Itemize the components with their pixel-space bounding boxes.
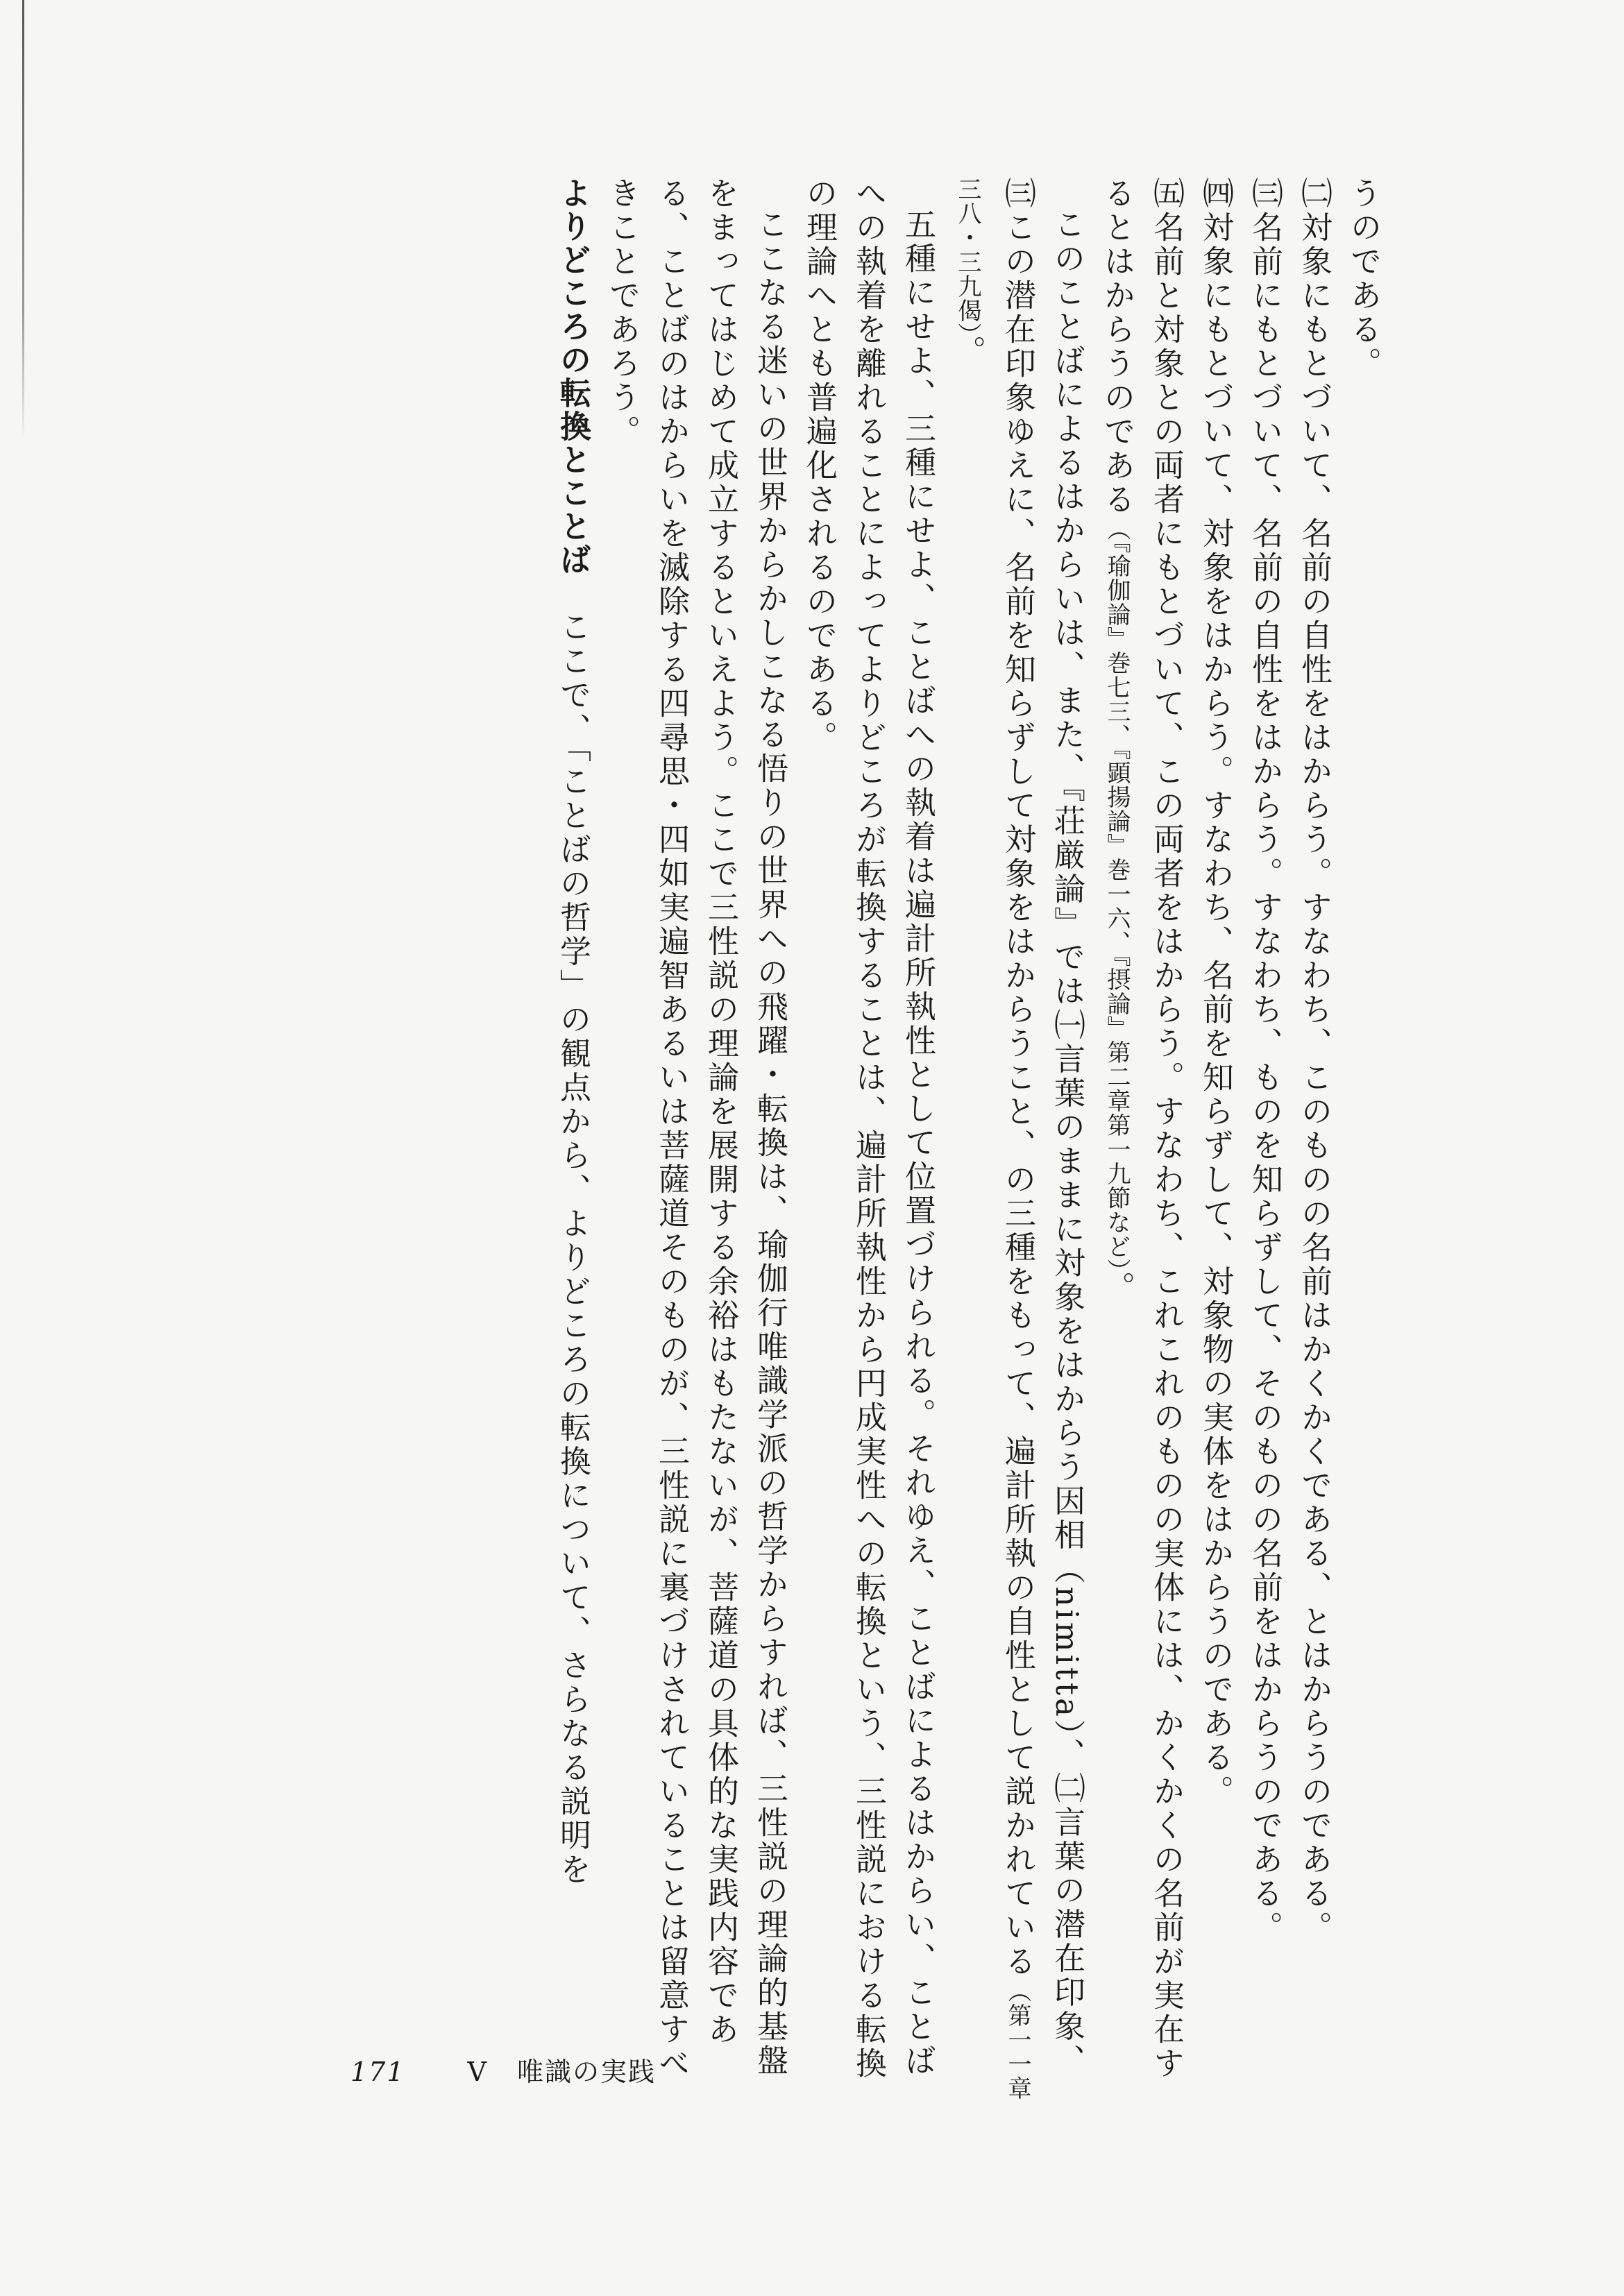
list-item-3: ㈢名前にもとづいて、名前の自性をはからう。すなわち、ものを知らずして、そのものの名前をはからうのである。 [1246,177,1283,1945]
section-paragraph-text: ここで、「ことばの哲学」の観点から、よりどころの転換について、さらなる説明を [555,611,591,1887]
section-heading: よりどころの転換とことば [555,177,591,577]
list-item-5-end: 。 [1099,1271,1135,1305]
paragraph-leap: ここなる迷いの世界からかしこなる悟りの世界への飛躍・転換は、瑜伽行唯識学派の哲学からすれば、三性説の理論的基盤をまってはじめて成立するといえよう。ここで三性説の理論を展開する余裕はもたないが、菩薩道の具体的な実践内容である、ことばのはからいを滅除する四尋思・四如実遍智あるいは菩薩道そのものが、三性説に裏づけされていることは留意すべきことであろう。 [604,177,788,2081]
paragraph-shogonron-end: 。 [949,335,986,369]
list-item-2: ㈡対象にもとづいて、名前の自性をはからう。すなわち、このものの名前はかくかくである、とはからうのである。 [1296,177,1333,1945]
paragraph-five-three: 五種にせよ、三種にせよ、ことばへの執着は遍計所執性として位置づけられる。それゆえ、ことばによるはからい、ことばへの執着を離れることによってよりどころが転換することは、遍計所執性から円成実性への転換という、三性説における転換の理論へとも普遍化されるのである。 [801,177,936,2081]
list-item-5 [1092,177,1191,2106]
section-paragraph [548,177,598,2106]
chapter-number: V [467,2057,488,2087]
paragraph-continuation: うのである。 [1345,177,1382,381]
chapter-title: 唯識の実践 [516,2057,656,2087]
list-item-4: ㈣対象にもとづいて、対象をはからう。すなわち、名前を知らずして、対象物の実体をはからうのである。 [1197,177,1234,1809]
body-text [49,177,1388,2106]
paragraph-shogonron-text: このことばによるはからいは、また、『荘厳論』では㈠言葉のままに対象をはからう因相（nimitta）、㈡言葉の潜在印象、㈢この潜在印象ゆえに、名前を知らずして対象をはからうこと、の三種をもって、遍計所執の自性として説かれている [999,177,1085,2078]
citation-note: （第一一章三八・三九偈） [954,177,1031,2100]
scan-binding-edge [22,0,24,444]
paragraph-shogonron [942,177,1092,2106]
list-item-5-text: ㈤名前と対象との両者にもとづいて、この両者をはからう。すなわち、これこれのものの実体には、かくかくの名前が実在するとはからうのである [1099,177,1185,2081]
page-number: 171 [350,2057,405,2087]
citation-note: （『瑜伽論』巻七三、『顕揚論』巻一六、『摂論』第二章第一九節など） [1103,517,1131,1271]
page-footer [350,2050,656,2089]
